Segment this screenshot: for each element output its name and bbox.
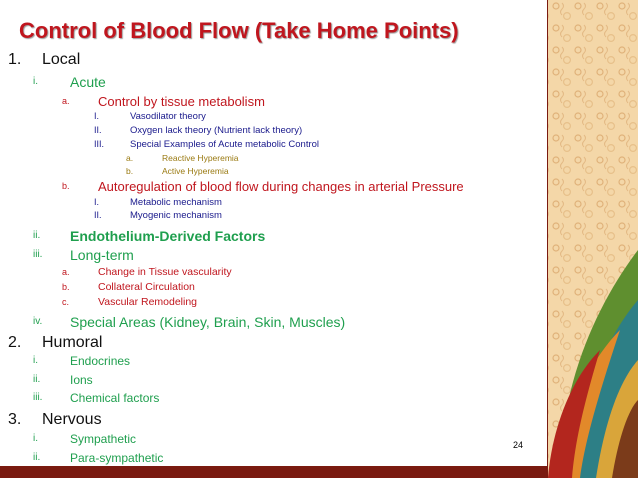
slide-title: Control of Blood Flow (Take Home Points) xyxy=(19,18,459,43)
outline-marker: II. xyxy=(94,210,102,221)
outline-marker: 1. xyxy=(8,51,22,68)
outline-marker: I. xyxy=(94,197,100,208)
outline-item-text: Para-sympathetic xyxy=(70,451,164,465)
outline-item-text: Change in Tissue vascularity xyxy=(98,266,232,278)
outline-marker: II. xyxy=(94,125,102,136)
outline-item-text: Special Examples of Acute metabolic Control xyxy=(130,139,320,150)
outline-item-text: Endothelium-Derived Factors xyxy=(70,228,266,244)
outline-marker: ii. xyxy=(33,230,41,242)
outline-item-text: Oxygen lack theory (Nutrient lack theory) xyxy=(130,125,303,136)
outline-item-text: Collateral Circulation xyxy=(98,281,195,293)
outline-item-text: Humoral xyxy=(42,334,103,351)
outline-marker: iv. xyxy=(33,316,43,328)
outline-item-text: Reactive Hyperemia xyxy=(162,153,239,163)
page-number: 24 xyxy=(513,440,524,450)
outline-item-text: Vasodilator theory xyxy=(130,111,206,122)
outline-marker: b. xyxy=(62,181,70,192)
outline-marker: iii. xyxy=(33,392,43,404)
outline-item-text: Ions xyxy=(70,373,93,387)
outline-marker: a. xyxy=(62,96,70,107)
outline-marker: i. xyxy=(33,76,38,88)
outline-item-text: Myogenic mechanism xyxy=(130,210,222,221)
outline-marker: c. xyxy=(62,296,70,307)
outline-item-text: Control by tissue metabolism xyxy=(98,94,265,109)
outline-item-text: Acute xyxy=(70,74,106,90)
outline-item-text: Endocrines xyxy=(70,354,131,368)
outline-marker: i. xyxy=(33,355,38,367)
outline-item-text: Autoregulation of blood flow during changes in arterial Pressure xyxy=(98,179,464,194)
outline-item-text: Chemical factors xyxy=(70,391,160,405)
outline-marker: 3. xyxy=(8,411,22,428)
outline-marker: a. xyxy=(62,266,70,277)
outline-marker: ii. xyxy=(33,452,41,464)
outline-item-text: Local xyxy=(42,51,81,68)
outline-item-text: Nervous xyxy=(42,411,102,428)
outline-marker: b. xyxy=(62,281,70,292)
outline-item-text: Long-term xyxy=(70,247,134,263)
outline-item-text: Sympathetic xyxy=(70,432,137,446)
outline-marker: III. xyxy=(94,139,105,150)
outline-item-text: Vascular Remodeling xyxy=(98,296,198,308)
outline-item-text: Metabolic mechanism xyxy=(130,197,222,208)
outline-item-text: Active Hyperemia xyxy=(162,166,229,176)
outline-marker: a. xyxy=(126,153,134,163)
outline-marker: I. xyxy=(94,111,100,122)
outline-marker: i. xyxy=(33,433,38,445)
outline-marker: b. xyxy=(126,166,134,176)
outline-marker: iii. xyxy=(33,249,43,261)
outline-item-text: Special Areas (Kidney, Brain, Skin, Muscles) xyxy=(70,314,346,330)
outline-marker: 2. xyxy=(8,334,22,351)
outline-marker: ii. xyxy=(33,374,41,386)
